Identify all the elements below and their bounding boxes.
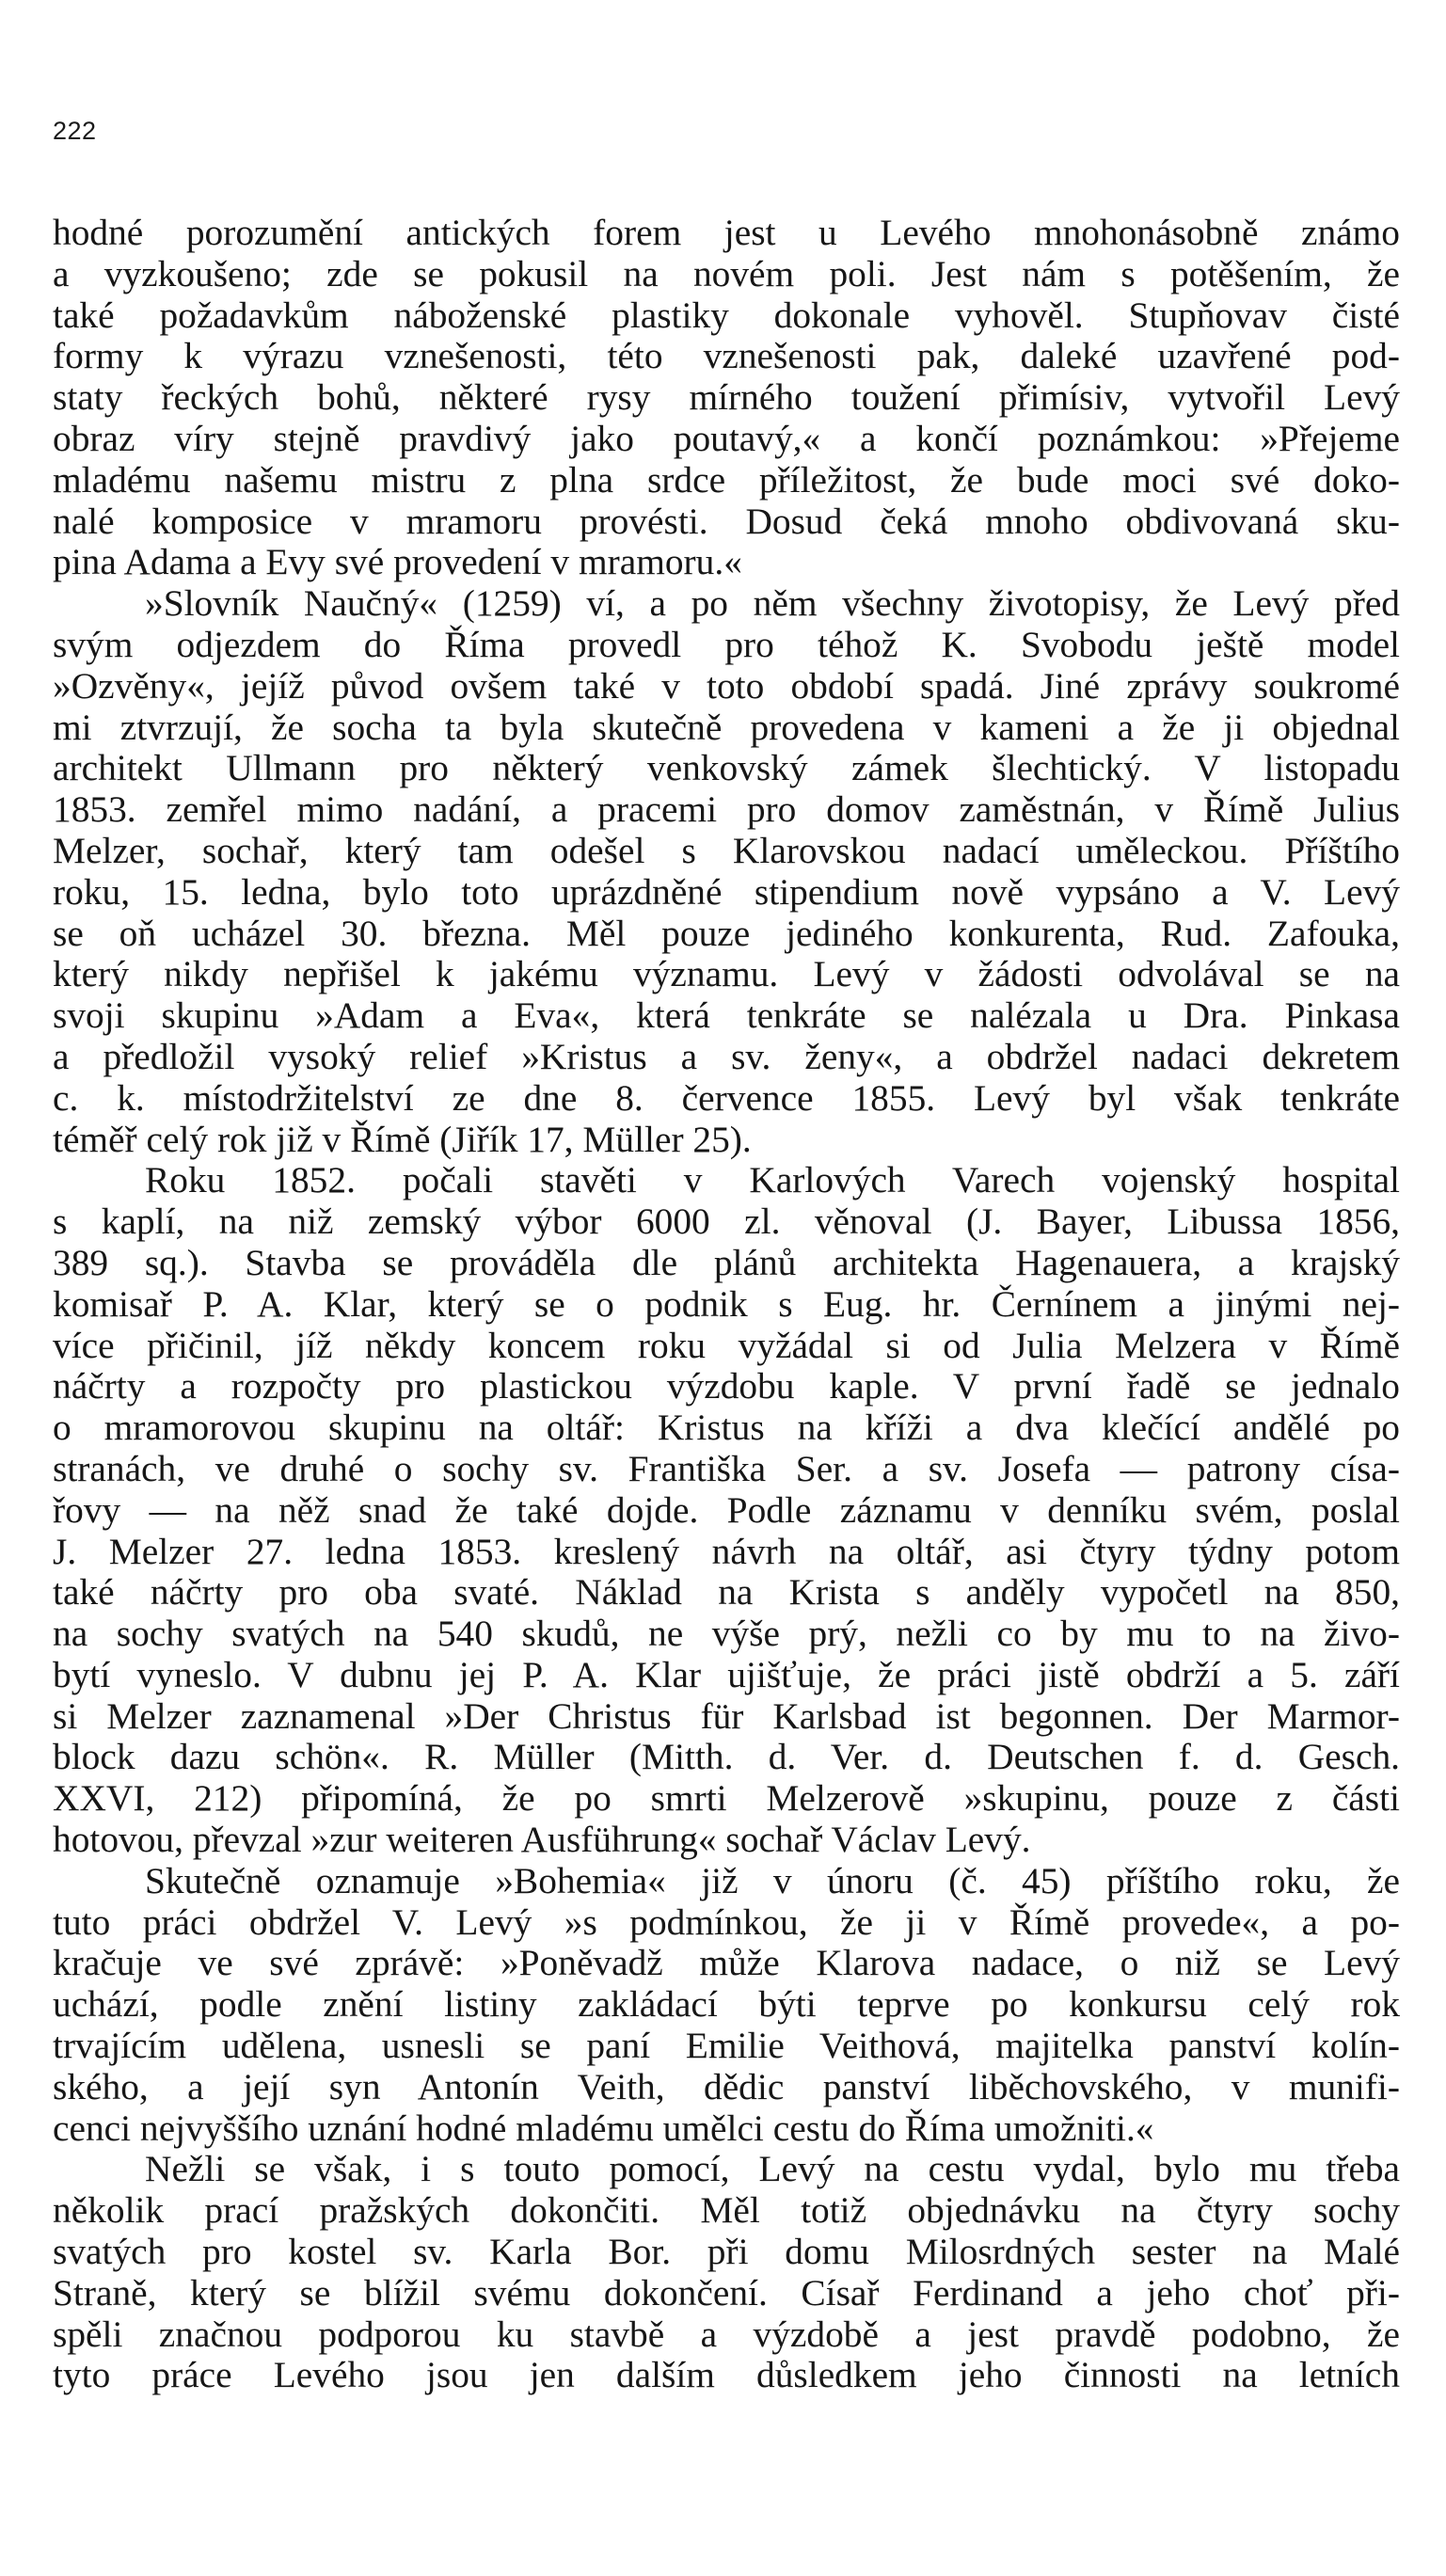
text-line: staty řeckých bohů, některé rysy mírného toužení přimísiv, vytvořil Levý <box>53 376 1400 419</box>
text-line: náčrty a rozpočty pro plastickou výzdobu kaple. V první řadě se jednalo <box>53 1365 1400 1407</box>
text-line: stranách, ve druhé o sochy sv. Františka Ser. a sv. Josefa — patrony císa- <box>53 1447 1400 1489</box>
text-line: Skutečně oznamuje »Bohemia« již v únoru (č. 45) příštího roku, že <box>145 1859 1400 1901</box>
text-line: XXVI, 212) připomíná, že po smrti Melzerově »skupinu, pouze z části <box>53 1777 1400 1820</box>
text-line: svatých pro kostel sv. Karla Bor. při domu Milosrdných sester na Malé <box>53 2231 1400 2273</box>
text-line: více přičinil, jíž někdy koncem roku vyžádal si od Julia Melzera v Římě <box>53 1324 1400 1366</box>
text-line: s kaplí, na niž zemský výbor 6000 zl. věnoval (J. Bayer, Libussa 1856, <box>53 1201 1400 1243</box>
text-line: řovy — na něž snad že také dojde. Podle záznamu v denníku svém, poslal <box>53 1488 1400 1531</box>
text-line: hotovou, převzal »zur weiteren Ausführung« sochař Václav Levý. <box>53 1819 1031 1861</box>
text-line: Straně, který se blížil svému dokončení. Císař Ferdinand a jeho choť při- <box>53 2271 1400 2314</box>
text-line: a předložil vysoký relief »Kristus a sv. ženy«, a obdržel nadaci dekretem <box>53 1035 1400 1077</box>
text-line: pina Adama a Evy své provedení v mramoru.« <box>53 541 742 583</box>
text-line: Roku 1852. počali stavěti v Karlových Varech vojenský hospital <box>145 1159 1400 1201</box>
text-line: nalé komposice v mramoru provésti. Dosud čeká mnoho obdivovaná sku- <box>53 500 1400 542</box>
text-line: svým odjezdem do Říma provedl pro téhož K. Svobodu ještě model <box>53 623 1400 665</box>
text-line: roku, 15. ledna, bylo toto uprázdněné stipendium nově vypsáno a V. Levý <box>53 870 1400 913</box>
text-line: mi ztvrzují, že socha ta byla skutečně provedena v kameni a že ji objednal <box>53 706 1400 748</box>
text-line: uchází, podle znění listiny zakládací býti teprve po konkursu celý rok <box>53 1983 1400 2026</box>
text-line: také náčrty pro oba svaté. Náklad na Krista s anděly vypočetl na 850, <box>53 1571 1400 1614</box>
text-line: »Ozvěny«, jejíž původ ovšem také v toto období spadá. Jiné zprávy soukromé <box>53 664 1400 707</box>
text-line: si Melzer zaznamenal »Der Christus für Karlsbad ist begonnen. Der Marmor- <box>53 1694 1400 1737</box>
text-line: také požadavkům náboženské plastiky dokonale vyhověl. Stupňovav čisté <box>53 294 1400 336</box>
text-line: hodné porozumění antických forem jest u Levého mnohonásobně známo <box>53 212 1400 253</box>
text-line: se oň ucházel 30. března. Měl pouze jediného konkurenta, Rud. Zafouka, <box>53 912 1400 954</box>
text-line: o mramorovou skupinu na oltář: Kristus na kříži a dva klečící andělé po <box>53 1407 1400 1449</box>
text-line: několik prací pražských dokončiti. Měl totiž objednávku na čtyry sochy <box>53 2189 1400 2232</box>
text-line: »Slovník Naučný« (1259) ví, a po něm všechny životopisy, že Levý před <box>145 582 1400 625</box>
body-text <box>53 213 1400 2396</box>
text-line: J. Melzer 27. ledna 1853. kreslený návrh na oltář, asi čtyry týdny potom <box>53 1530 1400 1572</box>
text-line: na sochy svatých na 540 skudů, ne výše prý, nežli co by mu to na živo- <box>53 1613 1400 1655</box>
text-line: formy k výrazu vznešenosti, této vznešenosti pak, daleké uzavřené pod- <box>53 335 1400 377</box>
text-line: architekt Ullmann pro některý venkovský zámek šlechtický. V listopadu <box>53 747 1400 789</box>
text-line: trvajícím udělena, usnesli se paní Emilie Veithová, majitelka panství kolín- <box>53 2025 1400 2067</box>
text-line: 1853. zemřel mimo nadání, a pracemi pro domov zaměstnán, v Římě Julius <box>53 788 1400 831</box>
text-line: kračuje ve své zprávě: »Poněvadž může Klarova nadace, o niž se Levý <box>53 1942 1400 1984</box>
text-line: a vyzkoušeno; zde se pokusil na novém poli. Jest nám s potěšením, že <box>53 252 1400 294</box>
text-line: komisař P. A. Klar, který se o podnik s Eug. hr. Černínem a jinými nej- <box>53 1282 1400 1325</box>
text-line: ského, a její syn Antonín Veith, dědic panství liběchovského, v munifi- <box>53 2065 1400 2107</box>
text-line: 389 sq.). Stavba se prováděla dle plánů architekta Hagenauera, a krajský <box>53 1241 1400 1283</box>
text-line: obraz víry stejně pravdivý jako poutavý,« a končí poznámkou: »Přejeme <box>53 417 1400 459</box>
text-line: spěli značnou podporou ku stavbě a výzdobě a jest pravdě podobno, že <box>53 2313 1400 2355</box>
text-line: tyto práce Levého jsou jen dalším důsledkem jeho činnosti na letních <box>53 2354 1400 2396</box>
text-line: tuto práci obdržel V. Levý »s podmínkou, že ji v Římě provede«, a po- <box>53 1900 1400 1943</box>
text-line: který nikdy nepřišel k jakému významu. Levý v žádosti odvolával se na <box>53 953 1400 995</box>
text-line: téměř celý rok již v Římě (Jiřík 17, Müller 25). <box>53 1118 752 1160</box>
text-line: Nežli se však, i s touto pomocí, Levý na cestu vydal, bylo mu třeba <box>145 2148 1400 2190</box>
text-line: svoji skupinu »Adam a Eva«, která tenkráte se nalézala u Dra. Pinkasa <box>53 994 1400 1037</box>
text-line: bytí vyneslo. V dubnu jej P. A. Klar ujišťuje, že práci jistě obdrží a 5. září <box>53 1653 1400 1695</box>
text-line: cenci nejvyššího uznání hodné mladému umělci cestu do Říma umožniti.« <box>53 2107 1154 2149</box>
text-line: mladému našemu mistru z plna srdce příležitost, že bude moci své doko- <box>53 458 1400 501</box>
text-line: Melzer, sochař, který tam odešel s Klarovskou nadací uměleckou. Příštího <box>53 829 1400 871</box>
text-line: block dazu schön«. R. Müller (Mitth. d. Ver. d. Deutschen f. d. Gesch. <box>53 1736 1400 1778</box>
page-number: 222 <box>53 117 97 145</box>
text-line: c. k. místodržitelství ze dne 8. července 1855. Levý byl však tenkráte <box>53 1076 1400 1119</box>
